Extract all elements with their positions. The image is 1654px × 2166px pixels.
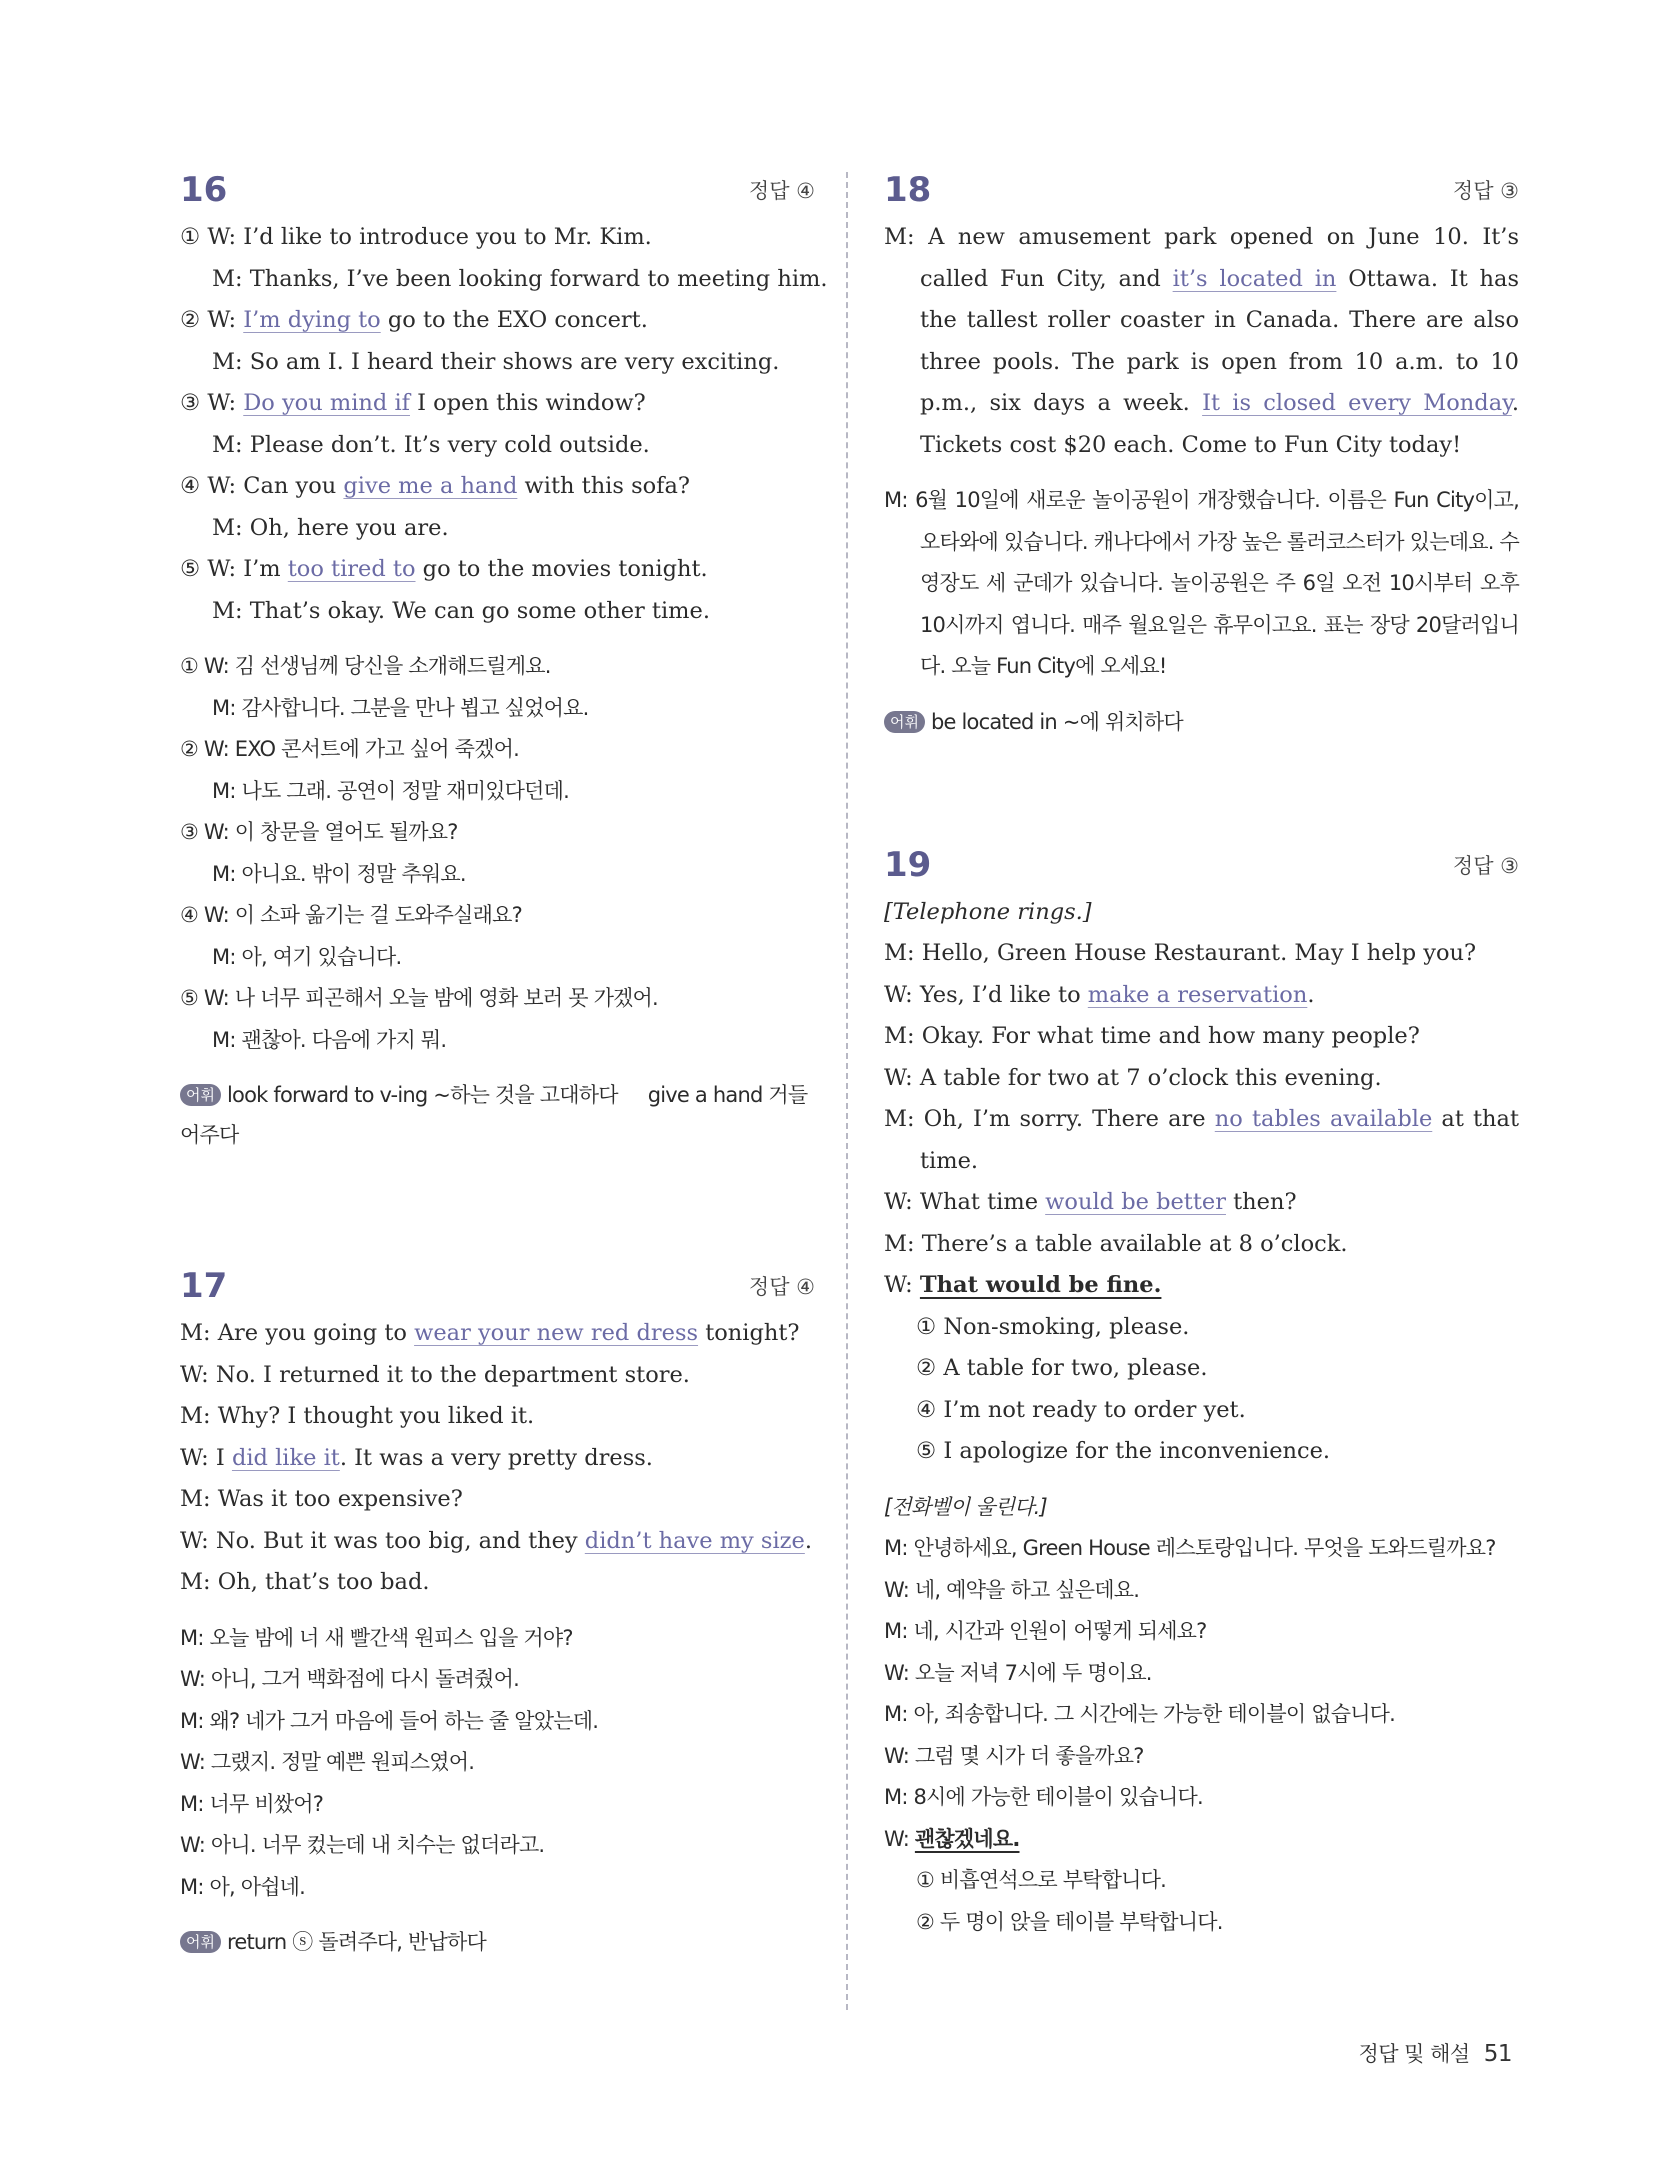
translation-line: M: 아, 죄송합니다. 그 시간에는 가능한 테이블이 없습니다. xyxy=(884,1702,1396,1726)
dialogue-line: ③ W: Do you mind if I open this window? xyxy=(180,390,646,416)
dialogue-line: M: There’s a table available at 8 o’clock. xyxy=(884,1230,1348,1257)
option: ④ I’m not ready to order yet. xyxy=(916,1396,1246,1423)
option: ① 비흡연석으로 부탁합니다. xyxy=(916,1868,1166,1892)
blank-answer: did like it xyxy=(231,1444,340,1471)
question-17 xyxy=(180,1261,815,1962)
footer-label: 정답 및 해설 xyxy=(1358,2042,1470,2066)
vocab-badge: 어휘 xyxy=(884,711,925,733)
dialogue xyxy=(180,217,828,632)
blank-answer: no tables available xyxy=(1214,1106,1433,1132)
question-18 xyxy=(884,165,1519,742)
answer-label: 정답 ④ xyxy=(748,179,815,203)
translation-line: W: 그럼 몇 시가 더 좋을까요? xyxy=(884,1743,1144,1768)
dialogue-line: ① W: I’d like to introduce you to Mr. Kim. xyxy=(180,224,652,250)
blank-answer: give me a hand xyxy=(343,473,518,499)
translation-line: W: 아니, 그거 백화점에 다시 돌려줬어. xyxy=(180,1667,519,1691)
translation xyxy=(180,1618,815,1909)
blank-answer: It is closed every Monday xyxy=(1202,390,1512,416)
question-number: 16 xyxy=(180,170,228,210)
translation-line: M: 오늘 밤에 너 새 빨간색 원피스 입을 거야? xyxy=(180,1625,573,1650)
question-number: 18 xyxy=(884,170,932,210)
dialogue-line: M: Oh, that’s too bad. xyxy=(180,1569,430,1595)
dialogue-line: M: Oh, here you are. xyxy=(212,514,449,541)
dialogue-line: M: Was it too expensive? xyxy=(180,1486,463,1512)
translation-line: M: 왜? 네가 그거 마음에 들어 하는 줄 알았는데. xyxy=(180,1708,599,1733)
left-column xyxy=(180,165,828,1962)
blank-answer: make a reservation xyxy=(1087,981,1308,1008)
page-number: 51 xyxy=(1483,2041,1512,2067)
dialogue-line: W: What time would be better then? xyxy=(884,1189,1297,1215)
translation-line: M: 8시에 가능한 테이블이 있습니다. xyxy=(884,1785,1203,1809)
vocab-badge: 어휘 xyxy=(180,1931,221,1953)
translation-line: ⑤ W: 나 너무 피곤해서 오늘 밤에 영화 보러 못 가겠어. xyxy=(180,986,658,1010)
translation-line: M: 괜찮아. 다음에 가지 뭐. xyxy=(212,1027,447,1052)
dialogue-line: M: Okay. For what time and how many people? xyxy=(884,1023,1420,1049)
translation-line: M: 아, 아쉽네. xyxy=(180,1874,306,1899)
page-footer xyxy=(1358,2038,1512,2068)
dialogue-line: M: Why? I thought you liked it. xyxy=(180,1403,535,1429)
blank-answer: would be better xyxy=(1045,1189,1226,1215)
dialogue-line: W: Yes, I’d like to make a reservation. xyxy=(884,981,1315,1008)
translation-line: W: 아니. 너무 컸는데 내 치수는 없더라고. xyxy=(180,1833,545,1857)
dialogue xyxy=(884,892,1519,1473)
answer-label: 정답 ④ xyxy=(748,1275,815,1299)
dialogue xyxy=(180,1313,815,1604)
question-16 xyxy=(180,165,828,1155)
blank-answer: wear your new red dress xyxy=(414,1320,699,1346)
answer-label: 정답 ③ xyxy=(1452,853,1519,878)
dialogue-line: M: Are you going to wear your new red dress tonight? xyxy=(180,1320,800,1346)
dialogue-line: M: So am I. I heard their shows are very exciting. xyxy=(212,348,780,375)
translation xyxy=(884,1487,1519,1944)
answer-sentence: 괜찮겠네요. xyxy=(914,1826,1020,1851)
dialogue-line: W: I did like it. It was a very pretty dress. xyxy=(180,1444,653,1471)
column-divider xyxy=(846,172,848,2010)
dialogue-line: W: No. I returned it to the department store. xyxy=(180,1361,690,1388)
translation-line: M: 감사합니다. 그분을 만나 뵙고 싶었어요. xyxy=(212,695,589,720)
dialogue-line: M: Hello, Green House Restaurant. May I help you? xyxy=(884,940,1477,966)
right-column xyxy=(884,165,1519,1943)
translation-line: M: 너무 비쌌어? xyxy=(180,1791,324,1816)
stage-direction: [Telephone rings.] xyxy=(884,898,1092,925)
translation-line: ④ W: 이 소파 옮기는 걸 도와주실래요? xyxy=(180,903,522,927)
dialogue-line: W: No. But it was too big, and they didn’t have my size. xyxy=(180,1527,812,1554)
translation xyxy=(180,646,815,1061)
vocab-note: 어휘 return ⓢ 돌려주다, 반납하다 xyxy=(180,1922,815,1962)
dialogue-line: ④ W: Can you give me a hand with this sofa? xyxy=(180,473,690,499)
dialogue-line: M: Thanks, I’ve been looking forward to meeting him. xyxy=(212,265,828,292)
dialogue-line: M: Please don’t. It’s very cold outside. xyxy=(212,431,650,458)
translation-line: W: 그랬지. 정말 예쁜 원피스였어. xyxy=(180,1750,475,1774)
answer-label: 정답 ③ xyxy=(1452,179,1519,203)
vocab-note: 어휘 be located in ~에 위치하다 xyxy=(884,702,1519,742)
translation-line: ① W: 김 선생님께 당신을 소개해드릴게요. xyxy=(180,654,551,678)
dialogue-line: M: That’s okay. We can go some other time. xyxy=(212,597,710,624)
answer-sentence: That would be fine. xyxy=(919,1272,1162,1298)
translation-line: ③ W: 이 창문을 열어도 될까요? xyxy=(180,820,458,844)
option: ② A table for two, please. xyxy=(916,1355,1208,1381)
translation-line: M: 아니요. 밖이 정말 추워요. xyxy=(212,861,466,886)
translation-line: M: 네, 시간과 인원이 어떻게 되세요? xyxy=(884,1619,1207,1643)
dialogue-line: W: A table for two at 7 o’clock this evening. xyxy=(884,1064,1382,1091)
question-number: 17 xyxy=(180,1266,228,1306)
translation-line: W: 괜찮겠네요. xyxy=(884,1826,1020,1851)
question-19 xyxy=(884,840,1519,1944)
blank-answer: I’m dying to xyxy=(243,307,381,333)
dialogue-line: ⑤ W: I’m too tired to go to the movies tonight. xyxy=(180,556,708,582)
question-number: 19 xyxy=(884,844,932,885)
translation-line: W: 네, 예약을 하고 싶은데요. xyxy=(884,1577,1140,1602)
stage-direction: [전화벨이 울린다.] xyxy=(884,1494,1047,1519)
translation-line: ② W: EXO 콘서트에 가고 싶어 죽겠어. xyxy=(180,737,519,761)
blank-answer: Do you mind if xyxy=(243,390,410,416)
vocab-badge: 어휘 xyxy=(180,1084,221,1106)
option: ① Non-smoking, please. xyxy=(916,1313,1190,1340)
option: ② 두 명이 앉을 테이블 부탁합니다. xyxy=(916,1909,1223,1934)
translation-line: M: 나도 그래. 공연이 정말 재미있다던데. xyxy=(212,778,570,803)
translation-line: M: 안녕하세요, Green House 레스토랑입니다. 무엇을 도와드릴까요? xyxy=(884,1536,1496,1560)
option: ⑤ I apologize for the inconvenience. xyxy=(916,1438,1331,1464)
blank-answer: it’s located in xyxy=(1172,265,1337,292)
monologue: M: A new amusement park opened on June 10. It’s called Fun City, and it’s located in Ottawa. It has the tallest roller coaster in Canada. There are also three pools. The park is open from 10 a.m. to 10 p.m., six days a week. It is closed every Monday. Tickets cost $20 each. Come to Fun City today! xyxy=(884,224,1520,458)
translation-line: M: 아, 여기 있습니다. xyxy=(212,944,402,969)
translation-line: W: 오늘 저녁 7시에 두 명이요. xyxy=(884,1660,1152,1685)
blank-answer: didn’t have my size xyxy=(584,1527,805,1554)
vocab-note: 어휘 look forward to v-ing ~하는 것을 고대하다 give a hand 거들어주다 xyxy=(180,1083,808,1147)
dialogue-line: M: Oh, I’m sorry. There are no tables available at that time. xyxy=(884,1106,1519,1174)
dialogue-line: W: That would be fine. xyxy=(884,1272,1162,1298)
blank-answer: too tired to xyxy=(287,556,416,582)
dialogue-line: ② W: I’m dying to go to the EXO concert. xyxy=(180,307,648,333)
translation: M: 6월 10일에 새로운 놀이공원이 개장했습니다. 이름은 Fun City이고, 오타와에 있습니다. 캐나다에서 가장 높은 롤러코스터가 있는데요. 수영장도 세 군데가 있습니다. 놀이공원은 주 6일 오전 10시부터 오후 10시까지 엽니다. 매주 월요일은 휴무이고요. 표는 장당 20달러입니다. 오늘 Fun City에 오세요! xyxy=(884,488,1519,678)
